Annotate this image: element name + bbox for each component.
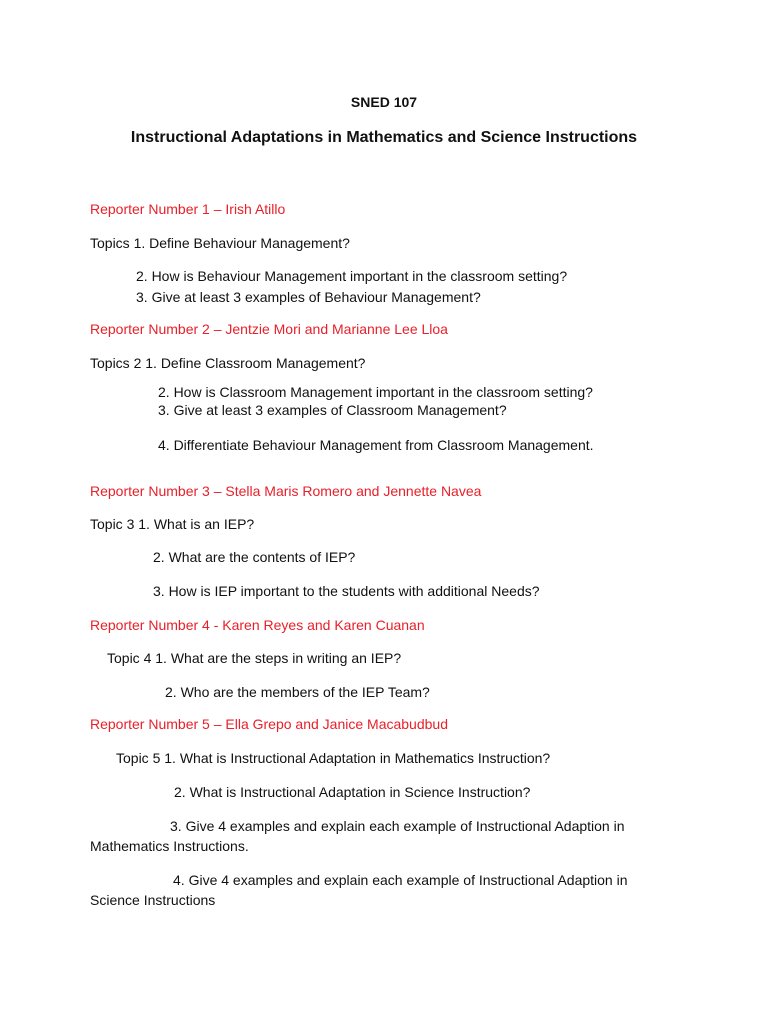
topic-3-line-3: 3. How is IEP important to the students with additional Needs? [153, 583, 540, 599]
topic-2-line-1: Topics 2 1. Define Classroom Management? [90, 355, 366, 371]
reporter-4: Reporter Number 4 - Karen Reyes and Karen Cuanan [90, 617, 425, 633]
topic-1-line-3: 3. Give at least 3 examples of Behaviour Management? [136, 289, 481, 305]
reporter-3: Reporter Number 3 – Stella Maris Romero and Jennette Navea [90, 483, 482, 499]
reporter-2: Reporter Number 2 – Jentzie Mori and Marianne Lee Lloa [90, 321, 448, 337]
topic-1-line-2: 2. How is Behaviour Management important in the classroom setting? [136, 268, 568, 284]
topic-3-line-1: Topic 3 1. What is an IEP? [90, 516, 255, 532]
topic-1-line-1: Topics 1. Define Behaviour Management? [90, 235, 350, 251]
topic-2-line-4: 4. Differentiate Behaviour Management from Classroom Management. [158, 437, 594, 453]
page-title: Instructional Adaptations in Mathematics and Science Instructions [130, 129, 638, 146]
topic-5-line-2: 2. What is Instructional Adaptation in Science Instruction? [174, 784, 531, 800]
topic-4-line-1: Topic 4 1. What are the steps in writing an IEP? [107, 650, 402, 666]
topic-5-line-3: 3. Give 4 examples and explain each example of Instructional Adaption in Mathematics Instructions. [90, 818, 625, 854]
topic-5-line-4: 4. Give 4 examples and explain each example of Instructional Adaption in Science Instructions [90, 872, 628, 908]
topic-2-line-3: 3. Give at least 3 examples of Classroom Management? [158, 402, 507, 418]
course-code: SNED 107 [350, 94, 418, 110]
topic-5-line-1: Topic 5 1. What is Instructional Adaptation in Mathematics Instruction? [116, 750, 551, 766]
topic-2-line-2: 2. How is Classroom Management important in the classroom setting? [158, 384, 593, 400]
topic-3-line-2: 2. What are the contents of IEP? [153, 549, 356, 565]
reporter-5: Reporter Number 5 – Ella Grepo and Janice Macabudbud [90, 716, 448, 732]
reporter-1: Reporter Number 1 – Irish Atillo [90, 201, 286, 217]
topic-4-line-2: 2. Who are the members of the IEP Team? [165, 684, 430, 700]
